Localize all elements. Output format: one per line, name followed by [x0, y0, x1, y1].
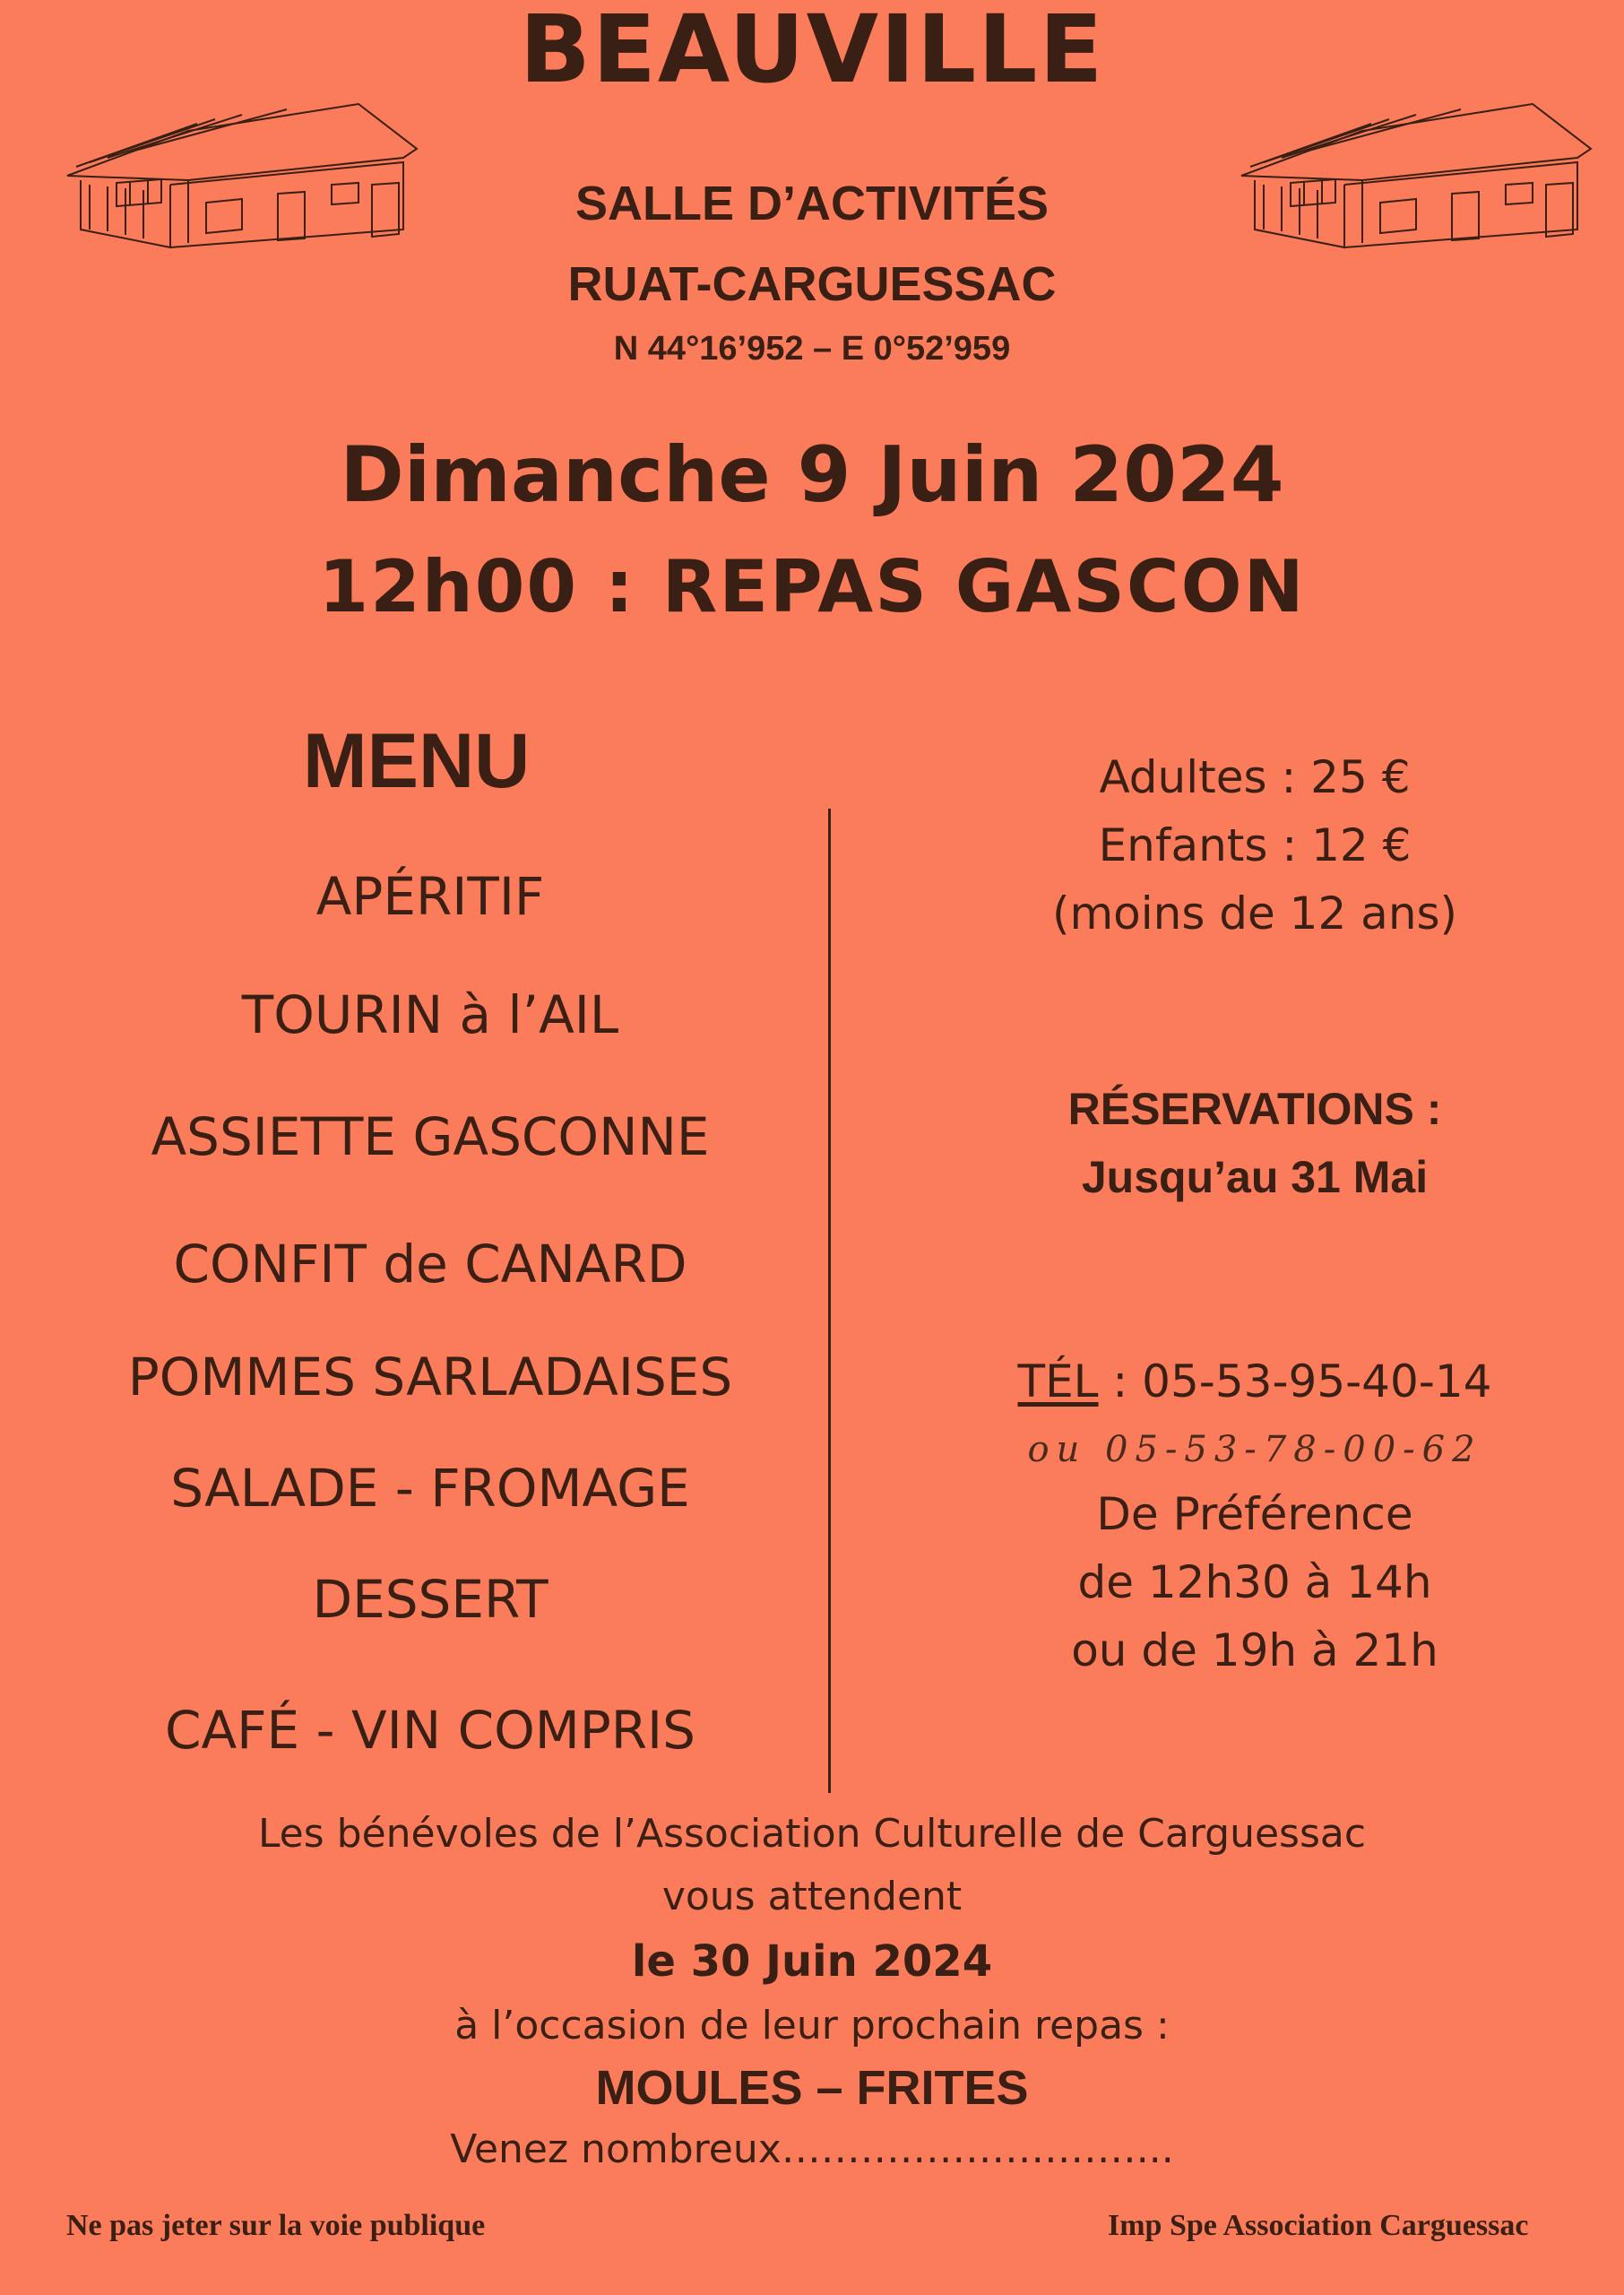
price-adults: Adultes : 25 € [1099, 751, 1411, 803]
phone-line [941, 1355, 1568, 1407]
event-time: 12h00 [318, 545, 579, 628]
gps-coordinates: N 44°16’952 – E 0°52’959 [613, 330, 1011, 368]
preference-title: De Préférence [1096, 1488, 1413, 1540]
menu-item: POMMES SARLADAISES [127, 1347, 733, 1407]
column-divider [828, 809, 831, 1793]
phone-number: 05-53-95-40-14 [1142, 1355, 1492, 1407]
printer-credit: Imp Spe Association Carguessac [1108, 2209, 1529, 2242]
venue-location: RUAT-CARGUESSAC [567, 257, 1057, 311]
footer-line-4: à l’occasion de leur prochain repas : [454, 2003, 1170, 2048]
footer-line-2: vous attendent [661, 1874, 963, 1919]
event-separator: : [604, 545, 635, 628]
disposal-notice: Ne pas jeter sur la voie publique [66, 2209, 486, 2242]
menu-item: SALADE - FROMAGE [170, 1458, 690, 1519]
menu-item: APÉRITIF [315, 866, 545, 927]
event-name: REPAS GASCON [661, 545, 1306, 628]
preference-hours-1: de 12h30 à 14h [1077, 1556, 1432, 1608]
footer-line-6: Venez nombreux………………………... [450, 2126, 1174, 2172]
menu-item: CAFÉ - VIN COMPRIS [165, 1700, 695, 1761]
menu-item: DESSERT [312, 1569, 549, 1630]
phone-label: TÉL [1017, 1355, 1099, 1407]
price-children: Enfants : 12 € [1098, 819, 1412, 871]
price-children-note: (moins de 12 ans) [1051, 888, 1458, 940]
menu-item: CONFIT de CANARD [173, 1234, 687, 1295]
menu-title: MENU [303, 718, 531, 804]
reservations-deadline: Jusqu’au 31 Mai [1081, 1152, 1429, 1202]
event-date: Dimanche 9 Juin 2024 [340, 430, 1284, 520]
venue-name: SALLE D’ACTIVITÉS [574, 177, 1050, 230]
handwritten-phone: ou 05-53-78-00-62 [1027, 1429, 1482, 1470]
menu-item: ASSIETTE GASCONNE [151, 1106, 710, 1167]
footer-line-1: Les bénévoles de l’Association Culturelle de Carguessac [257, 1811, 1367, 1857]
phone-separator: : [1098, 1355, 1143, 1407]
reservations-label: RÉSERVATIONS : [1067, 1084, 1442, 1134]
poster-title: BEAUVILLE [519, 0, 1105, 104]
event-time-name [0, 545, 1624, 628]
menu-item: TOURIN à l’AIL [241, 984, 619, 1045]
next-event-name: MOULES – FRITES [595, 2061, 1029, 2115]
next-event-date: le 30 Juin 2024 [631, 1936, 993, 1987]
preference-hours-2: ou de 19h à 21h [1071, 1624, 1438, 1676]
